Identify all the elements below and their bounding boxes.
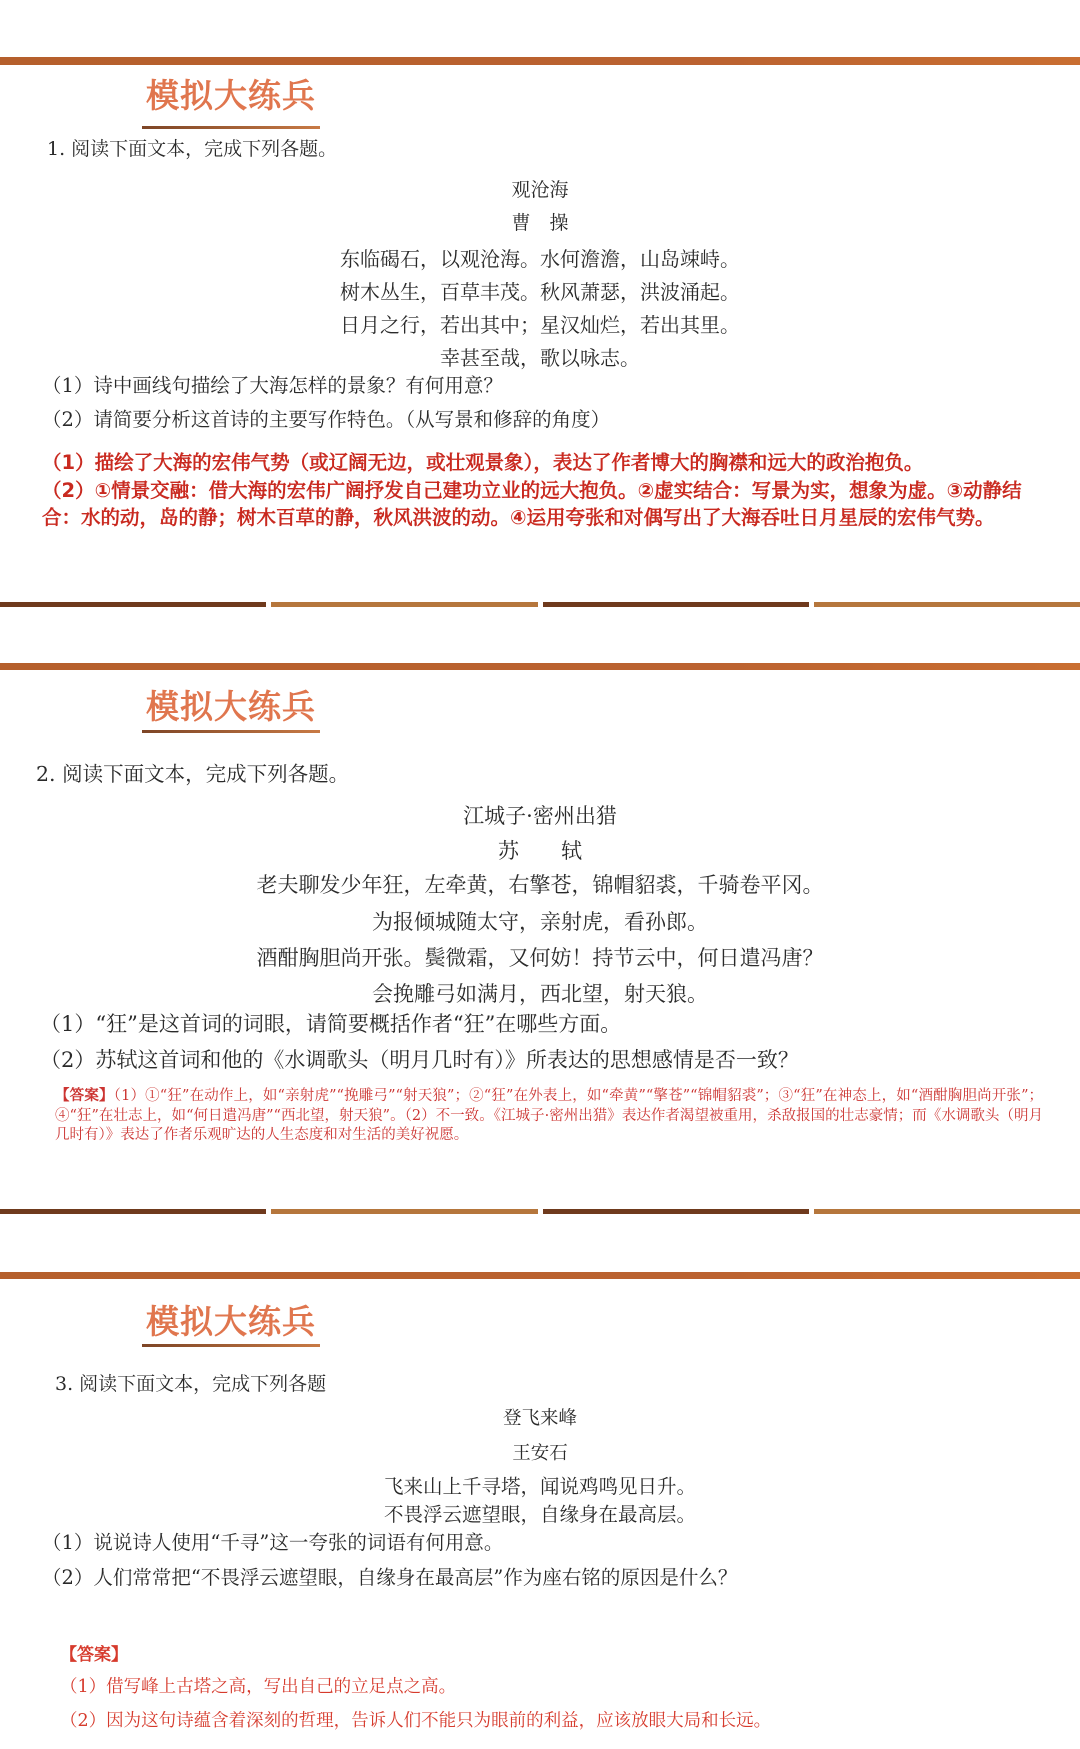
divider-segment (271, 1209, 537, 1214)
divider-segment (814, 602, 1080, 607)
question-1: （1）说说诗人使用“千寻”这一夸张的词语有何用意。 (42, 1531, 504, 1554)
poem-line: 不畏浮云遮望眼，自缘身在最高层。 (383, 1503, 696, 1526)
poem-line: 会挽雕弓如满月，西北望，射天狼。 (372, 982, 708, 1006)
poem-line: 老夫聊发少年狂，左牵黄，右擎苍，锦帽貂裘，千骑卷平冈。 (256, 873, 824, 897)
section-top-bar (0, 1272, 1080, 1279)
answer-paragraph: （1）借写峰上古塔之高，写出自己的立足点之高。 (60, 1677, 457, 1697)
answer-paragraph: （2）因为这句诗蕴含着深刻的哲理，告诉人们不能只为眼前的利益，应该放眼大局和长远。 (60, 1711, 772, 1731)
poem-author: 苏 轼 (498, 839, 582, 863)
poem-author: 王安石 (512, 1443, 568, 1464)
question-2: （2）人们常常把“不畏浮云遮望眼，自缘身在最高层”作为座右铭的原因是什么？ (42, 1566, 738, 1589)
section-title-underline (142, 730, 320, 733)
exercise-section-1 (0, 0, 1080, 602)
poem-line: 飞来山上千寻塔，闻说鸡鸣见日升。 (383, 1475, 696, 1498)
divider-segment (0, 602, 266, 607)
divider-segment (0, 1209, 266, 1214)
divider-segment (271, 602, 537, 607)
section-title-underline (142, 126, 320, 129)
answer-paragraph: （1）描绘了大海的宏伟气势（或辽阔无边，或壮观景象），表达了作者博大的胸襟和远大的政治抱负。 (42, 451, 924, 474)
section-top-bar (0, 57, 1080, 65)
answer-label: 【答案】 (60, 1645, 128, 1665)
task-instruction: 1. 阅读下面文本，完成下列各题。 (47, 138, 338, 160)
poem-title: 江城子·密州出猎 (463, 804, 617, 828)
poem-author: 曹 操 (511, 212, 569, 234)
answer-block (42, 449, 1046, 532)
poem-line: 为报倾城随太守，亲射虎，看孙郎。 (372, 910, 708, 934)
divider-segment (543, 602, 809, 607)
task-instruction: 3. 阅读下面文本，完成下列各题 (55, 1373, 327, 1395)
section-title: 模拟大练兵 (146, 687, 316, 726)
section-title-underline (142, 1344, 320, 1347)
section-top-bar (0, 663, 1080, 670)
poem-title: 登飞来峰 (502, 1408, 577, 1429)
exercise-section-2 (0, 663, 1080, 1209)
answer-paragraph: （1）①“狂”在动作上，如“亲射虎”“挽雕弓”“射天狼”；②“狂”在外表上，如“牵黄”“擎苍”“锦帽貂裘”；③“狂”在神态上，如“酒酣胸胆尚开张”；④“狂”在壮志上，如“何日遣冯唐”“西北望，射天狼”。（2）不一致。《江城子·密州出猎》表达作者渴望被重用，杀敌报国的壮志豪情；而《水调歌头（明月几时有）》表达了作者乐观旷达的人生态度和对生活的美好祝愿。 (55, 1088, 1044, 1143)
section-title: 模拟大练兵 (146, 76, 316, 115)
poem-line: 树木丛生，百草丰茂。秋风萧瑟，洪波涌起。 (340, 280, 740, 304)
answer-block (55, 1086, 1043, 1146)
poem-line: 东临碣石，以观沧海。水何澹澹，山岛竦峙。 (340, 247, 740, 271)
answer-paragraph: （2）①情景交融：借大海的宏伟广阔抒发自己建功立业的远大抱负。②虚实结合：写景为实，想象为虚。③动静结合：水的动，岛的静；树木百草的静，秋风洪波的动。④运用夸张和对偶写出了大海吞吐日月星辰的宏伟气势。 (42, 478, 1022, 529)
task-instruction: 2. 阅读下面文本，完成下列各题。 (36, 762, 350, 786)
section-divider (0, 602, 1080, 607)
question-1: （1）诗中画线句描绘了大海怎样的景象？有何用意？ (42, 374, 503, 397)
question-2: （2）苏轼这首词和他的《水调歌头（明月几时有）》所表达的思想感情是否一致？ (40, 1048, 799, 1072)
divider-segment (543, 1209, 809, 1214)
poem-title: 观沧海 (511, 179, 569, 201)
answer-label: 【答案】 (55, 1087, 114, 1104)
poem-line: 酒酣胸胆尚开张。鬓微霜，又何妨！持节云中，何日遣冯唐？ (256, 946, 824, 970)
divider-segment (814, 1209, 1080, 1214)
exercise-section-3 (0, 1272, 1080, 1749)
poem-line: 日月之行，若出其中；星汉灿烂，若出其里。 (340, 313, 740, 337)
question-2: （2）请简要分析这首诗的主要写作特色。（从写景和修辞的角度） (42, 408, 611, 431)
poem-line: 幸甚至哉，歌以咏志。 (440, 346, 640, 370)
question-1: （1）“狂”是这首词的词眼，请简要概括作者“狂”在哪些方面。 (40, 1012, 622, 1036)
section-divider (0, 1209, 1080, 1214)
section-title: 模拟大练兵 (146, 1302, 316, 1341)
